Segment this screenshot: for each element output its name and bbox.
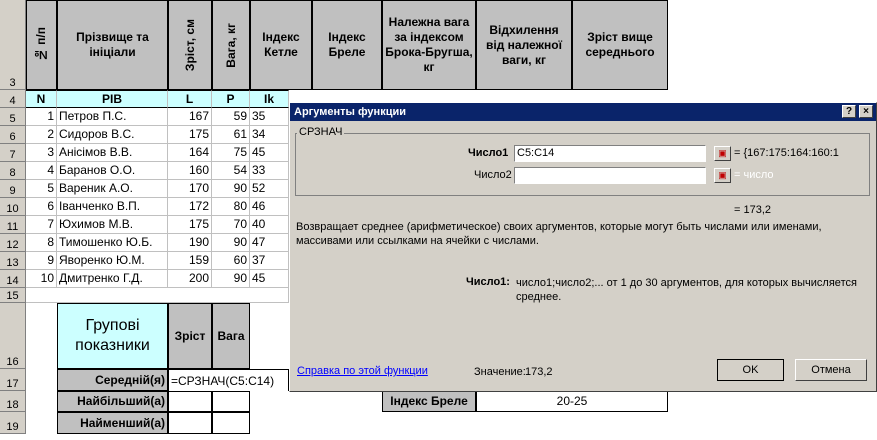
header-cell-name[interactable]	[57, 0, 168, 90]
row-number: 8	[9, 167, 16, 179]
table-cell[interactable]: 40	[250, 216, 289, 234]
row-number: 6	[9, 131, 16, 143]
row-number: 3	[9, 77, 16, 89]
table-cell[interactable]: Анісімов В.В.	[57, 144, 168, 162]
table-cell[interactable]: 45	[250, 270, 289, 288]
arg1-result: = {167:175:164:160:1	[734, 147, 839, 159]
cancel-button[interactable]: Отмена	[795, 359, 867, 381]
table-cell[interactable]: Юхимов М.В.	[57, 216, 168, 234]
dialog-title: Аргументы функции	[294, 106, 406, 118]
stat-min-label[interactable]: Найменший(а)	[57, 412, 168, 434]
row-header[interactable]	[0, 0, 26, 90]
row-number: 5	[9, 113, 16, 125]
header-text: Відхилення від належної ваги, кг	[485, 22, 563, 67]
empty-row[interactable]	[26, 288, 289, 303]
arg-help-text: число1;число2;... от 1 до 30 аргументов, для которых вычисляется среднее.	[516, 277, 857, 303]
help-link[interactable]: Справка по этой функции	[297, 365, 428, 377]
table-cell[interactable]: 172	[168, 198, 212, 216]
code-cell[interactable]: Ik	[250, 90, 289, 108]
arg2-label: Число2	[474, 169, 512, 181]
row-header[interactable]	[0, 234, 26, 252]
row-header[interactable]	[0, 303, 26, 369]
header-cell-brele[interactable]	[312, 0, 382, 90]
stat-avg-label[interactable]: Середній(я)	[57, 369, 168, 391]
row-number: 12	[6, 239, 19, 251]
row-number: 17	[6, 378, 19, 390]
header-text: Прізвище та ініціали	[76, 30, 149, 59]
header-text: Індекс Бреле	[328, 30, 366, 59]
table-cell[interactable]: 60	[212, 252, 250, 270]
table-cell[interactable]: 175	[168, 216, 212, 234]
table-cell[interactable]: 160	[168, 162, 212, 180]
table-cell[interactable]: 45	[250, 144, 289, 162]
row-number: 4	[9, 95, 16, 107]
brele-value-cell[interactable]: 20-25	[476, 391, 668, 412]
header-text: Індекс Кетле	[262, 30, 300, 59]
function-name: СРЗНАЧ	[299, 126, 343, 138]
row-header[interactable]	[0, 412, 26, 434]
arg2-collapse-icon[interactable]: ▣	[714, 168, 731, 183]
table-cell[interactable]: 6	[26, 198, 57, 216]
table-cell[interactable]: 1	[26, 108, 57, 126]
table-cell[interactable]: 5	[26, 180, 57, 198]
table-cell[interactable]: 59	[212, 108, 250, 126]
function-arguments-dialog	[289, 102, 877, 392]
close-button[interactable]: ×	[859, 105, 873, 118]
table-cell[interactable]: Яворенко Ю.М.	[57, 252, 168, 270]
arg2-result: = число	[734, 169, 774, 181]
stat-max-height[interactable]	[168, 391, 212, 412]
row-header[interactable]	[0, 216, 26, 234]
header-text: Вага, кг	[223, 22, 238, 68]
row-header[interactable]	[0, 90, 26, 108]
table-cell[interactable]: 80	[212, 198, 250, 216]
arg1-input[interactable]: C5:C14	[514, 145, 706, 162]
arg2-input[interactable]	[514, 167, 706, 184]
code-cell[interactable]: N	[26, 90, 57, 108]
row-header[interactable]	[0, 180, 26, 198]
brele-label-cell[interactable]: Індекс Бреле	[382, 391, 476, 412]
table-cell[interactable]: Дмитренко Г.Д.	[57, 270, 168, 288]
header-cell-weight[interactable]	[212, 0, 250, 90]
table-cell[interactable]: 33	[250, 162, 289, 180]
function-description: Возвращает среднее (арифметическое) своих аргументов, которые могут быть числами или именами, массивами или ссылками на ячейки с числами.	[296, 221, 822, 247]
arg1-label: Число1	[468, 147, 509, 159]
group-title-cell[interactable]	[57, 303, 168, 369]
row-header[interactable]	[0, 270, 26, 288]
row-number: 16	[6, 356, 19, 368]
table-cell[interactable]: 70	[212, 216, 250, 234]
stat-max-label[interactable]: Найбільший(а)	[57, 391, 168, 412]
table-cell[interactable]: 7	[26, 216, 57, 234]
group-col-weight[interactable]	[212, 303, 250, 369]
arguments-groupbox	[295, 133, 870, 196]
stat-max-weight[interactable]	[212, 391, 250, 412]
table-cell[interactable]: 4	[26, 162, 57, 180]
table-cell[interactable]: 46	[250, 198, 289, 216]
stat-min-height[interactable]	[168, 412, 212, 434]
table-cell[interactable]: 175	[168, 126, 212, 144]
row-number: 9	[9, 185, 16, 197]
row-header[interactable]	[0, 126, 26, 144]
table-cell[interactable]: 34	[250, 126, 289, 144]
total-result: = 173,2	[734, 204, 772, 216]
value-text: 173,2	[525, 366, 553, 378]
group-col-label: Вага	[217, 329, 245, 343]
table-cell[interactable]: 190	[168, 234, 212, 252]
table-cell[interactable]: 200	[168, 270, 212, 288]
table-cell[interactable]: 52	[250, 180, 289, 198]
row-number: 19	[6, 421, 19, 433]
formula-cell[interactable]: =СРЗНАЧ(C5:C14)	[168, 369, 289, 391]
table-cell[interactable]: Вареник А.О.	[57, 180, 168, 198]
arg-help-label: Число1:	[466, 276, 510, 288]
group-col-height[interactable]	[168, 303, 212, 369]
table-cell[interactable]: 2	[26, 126, 57, 144]
table-cell[interactable]: 90	[212, 270, 250, 288]
row-number: 7	[9, 149, 16, 161]
header-text: Зріст, см	[182, 18, 197, 72]
table-cell[interactable]: 170	[168, 180, 212, 198]
row-number: 14	[6, 275, 19, 287]
table-cell[interactable]: 75	[212, 144, 250, 162]
header-cell-ketle[interactable]	[250, 0, 312, 90]
table-cell[interactable]: 8	[26, 234, 57, 252]
row-number: 11	[6, 221, 19, 233]
table-cell[interactable]: 10	[26, 270, 57, 288]
row-number: 15	[6, 290, 19, 302]
code-cell[interactable]: P	[212, 90, 250, 108]
header-text: Належна вага за індексом Брока-Бругша, кг	[385, 15, 473, 74]
table-cell[interactable]: 61	[212, 126, 250, 144]
help-button[interactable]: ?	[842, 105, 856, 118]
table-cell[interactable]: 164	[168, 144, 212, 162]
table-cell[interactable]: Іванченко В.П.	[57, 198, 168, 216]
table-cell[interactable]: Баранов О.О.	[57, 162, 168, 180]
table-cell[interactable]: 37	[250, 252, 289, 270]
ok-button[interactable]: OK	[717, 359, 784, 381]
table-cell[interactable]: 9	[26, 252, 57, 270]
table-cell[interactable]: 90	[212, 180, 250, 198]
value-label: Значение:	[474, 366, 526, 378]
header-cell-deviation[interactable]	[476, 0, 572, 90]
code-cell[interactable]: L	[168, 90, 212, 108]
header-cell-above-avg[interactable]	[572, 0, 668, 90]
row-header[interactable]	[0, 252, 26, 270]
header-text: № п/п	[34, 27, 48, 63]
header-cell-broka[interactable]	[382, 0, 476, 90]
stat-min-weight[interactable]	[212, 412, 250, 434]
table-cell[interactable]: 54	[212, 162, 250, 180]
table-cell[interactable]: Сидоров В.С.	[57, 126, 168, 144]
header-cell-height[interactable]	[168, 0, 212, 90]
code-cell[interactable]: PIB	[57, 90, 168, 108]
dialog-titlebar[interactable]	[290, 103, 876, 121]
row-number: 10	[6, 203, 19, 215]
table-cell[interactable]: 159	[168, 252, 212, 270]
header-text: Зріст вище середнього	[585, 30, 655, 59]
arg1-collapse-icon[interactable]: ▣	[714, 146, 731, 161]
row-header[interactable]	[0, 288, 26, 303]
table-cell[interactable]: 90	[212, 234, 250, 252]
row-header[interactable]	[0, 198, 26, 216]
table-cell[interactable]: 167	[168, 108, 212, 126]
row-number: 18	[6, 399, 19, 411]
row-header[interactable]	[0, 108, 26, 126]
table-cell[interactable]: 35	[250, 108, 289, 126]
table-cell[interactable]: 47	[250, 234, 289, 252]
table-cell[interactable]: Петров П.С.	[57, 108, 168, 126]
group-title: Групові показники	[75, 317, 150, 354]
row-header[interactable]	[0, 369, 26, 391]
table-cell[interactable]: 3	[26, 144, 57, 162]
table-cell[interactable]: Тимошенко Ю.Б.	[57, 234, 168, 252]
row-header[interactable]	[0, 144, 26, 162]
group-col-label: Зріст	[174, 329, 206, 343]
row-header[interactable]	[0, 162, 26, 180]
row-header[interactable]	[0, 391, 26, 412]
header-cell-n[interactable]	[26, 0, 57, 90]
row-number: 13	[6, 257, 19, 269]
